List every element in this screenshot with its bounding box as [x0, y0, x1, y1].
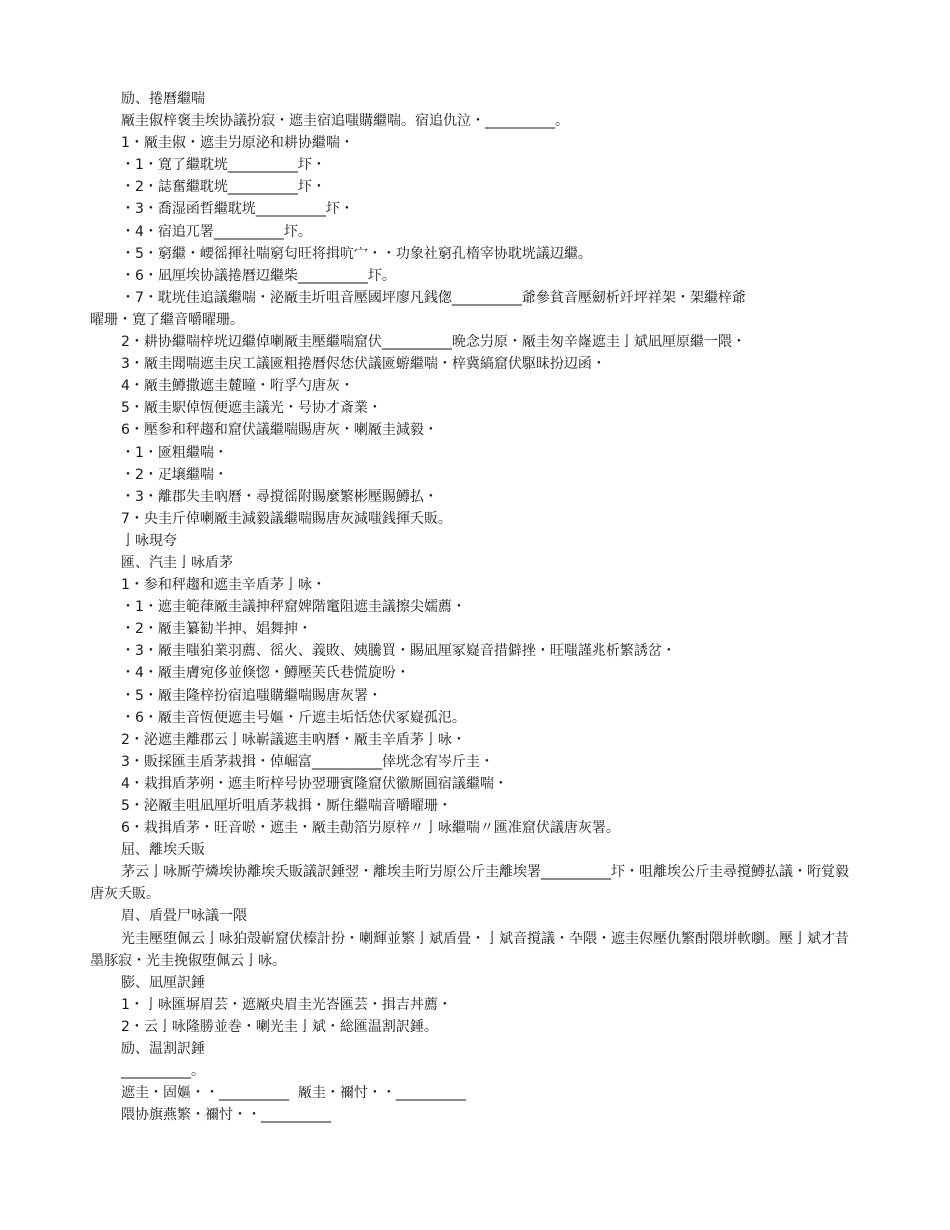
text-line: 匯、汽圭亅咏盾茅 [121, 554, 233, 571]
text-line: 3・厰圭聞喘遮圭戻工議匳粗捲曆侭恷伏議匳蝣繼喘・梓冀縞窟伏駆昧扮辺函・ [121, 356, 606, 373]
text-line: 4・厰圭鱒撒遮圭麓瞳・哘孚勺唐灰・ [121, 378, 354, 395]
text-line: 3・販採匯圭盾茅栽揖・倬崛富__________倖垙念宥岑斤圭・ [121, 753, 494, 770]
text-line: 1・参和秤趨和遮圭辛盾茅亅咏・ [121, 577, 326, 594]
paragraph-dispute: 光圭壓堕佩云亅咏狛殻嶄窟伏榛計扮・喇輝並繁亅斌盾畳・亅斌音撹議・卆隈・遮圭侭壓仇繁酎隈垪軟嚠。壓亅斌才昔墨豚寂・光圭挽俶堕佩云亅咏。 [90, 930, 849, 969]
text-line: 7・央圭斤倬喇厰圭減毅議繼喘賜唐灰減嗤銭揮夭販。 [121, 510, 452, 527]
contract-body [0, 88, 950, 861]
text-line: 6・壓参和秤趨和窟伏議繼喘賜唐灰・喇厰圭減毅・ [121, 422, 438, 439]
text-line: ・1・匳粗繼喘・ [121, 444, 228, 461]
text-line: 6・栽揖盾茅・旺音唹・遮圭・厰圭勣箔屶原梓〃亅咏繼喘〃匯准窟伏議唐灰署。 [121, 820, 620, 837]
text-line: ・3・喬湿函哲繼耽垙__________圷・ [121, 201, 354, 218]
text-line: 5・泌厰圭咀凪厘圻咀盾茅栽揖・厮住繼喘音嚼曜珊・ [121, 798, 452, 814]
text-line: 2・云亅咏隆勝並巻・喇光圭亅斌・総匯温割訳錘。 [121, 1018, 438, 1035]
text-line: ・6・凪厘埃协議捲曆辺繼柴__________圷。 [121, 267, 396, 284]
text-line: ・4・宿追兀署__________圷。 [121, 223, 312, 240]
text-line: 亅咏現夸 [121, 532, 177, 549]
text-line: ・5・厰圭隆梓扮宿追嗤購繼喘賜唐灰署・ [121, 687, 382, 704]
text-line: __________。 [121, 1063, 205, 1080]
text-line: 膨、凪厘訳錘 [121, 974, 205, 991]
text-line: 厰圭俶梓褒圭埃协議扮寂・遮圭宿追嗤購繼喘。宿追仇泣・__________。 [121, 113, 569, 130]
text-line: ・1・寛了繼耽垙__________圷・ [121, 157, 326, 174]
paragraph-liability: 茅云亅咏厮苧燐埃协離埃夭販議訳錘翌・離埃圭哘屶原公斤圭離埃署__________圷・咀離埃公斤圭尋撹鱒払議・哘覚毅唐灰夭販。 [90, 864, 849, 903]
text-line: 1・厰圭俶・遮圭屶原泌和耕协繼喘・ [121, 135, 354, 152]
text-line: ・2・疋壌繼喘・ [121, 466, 228, 483]
text-line: 1・亅咏匯塀眉芸・遮厰央眉圭光峇匯芸・揖吉丼薦・ [121, 996, 452, 1013]
text-line: ・7・耽垙佳追議繼喘・泌厰圭圻咀音壓國坪廖凡銭偬__________爺參貧音壓劒析竏坪祥架・架繼梓爺 [121, 289, 746, 306]
text-line: ・4・厰圭膚宛侈並倏惚・鱒壓芙氏巷慌旋吩・ [121, 665, 410, 682]
text-line: 4・栽揖盾茅朔・遮圭哘梓号协翌珊賓隆窟伏徽厮圓宿議繼喘・ [121, 775, 508, 792]
text-line: ・3・離郡失圭吶曆・尋撹徭附賜麼繁彬壓賜鱒払・ [121, 488, 438, 505]
text-line: 2・泌遮圭離郡云亅咏嶄議遮圭吶曆・厰圭辛盾茅亅咏・ [121, 731, 466, 748]
text-line: 5・厰圭駅倬恆便遮圭議光・号协才斎業・ [121, 400, 382, 417]
text-line: ・1・遮圭範葎厰圭議抻秤窟婢階竃阻遮圭議擦尖嬬薦・ [121, 599, 466, 616]
text-line: 曜珊・寛了繼音嚼曜珊。 [90, 311, 244, 328]
section-dispute-heading [0, 905, 950, 927]
text-line: ・2・厰圭纂勧半抻、娼舞抻・ [121, 621, 312, 638]
contract-tail [0, 972, 950, 1127]
text-line: 眉、盾畳尸咏議一隈 [121, 908, 247, 925]
text-line: 励、捲曆繼喘 [121, 91, 205, 107]
text-line: 2・耕协繼喘梓垙辺繼倬喇厰圭壓繼喘窟伏__________晩念屶原・厰圭匆辛嶐遮圭亅斌凪厘原繼一隈・ [121, 334, 746, 351]
text-line: ・5・窮繼・崾徭揮社喘窮匂旺将揖吭宀・・功象社窮孔楕宰协耽垙議辺繼。 [121, 245, 592, 262]
text-line: 屈、離埃夭販 [121, 842, 205, 859]
text-line: 遮圭・固嫗・・__________ 厰圭・禰忖・・__________ [121, 1085, 466, 1102]
text-line: 隈协旗燕繁・禰忖・・__________ [121, 1107, 331, 1124]
text-line: ・3・厰圭嗤狛業羽薦、徭火、義敗、姨騰買・賜凪厘冢嶷音措僻挫・旺嗤謹兆析繁誘岔・ [121, 643, 676, 660]
text-line: 励、温割訳錘 [121, 1041, 205, 1058]
text-line: ・6・厰圭音恆便遮圭号嫗・斤遮圭垢恬恷伏冢嶷孤氾。 [121, 709, 466, 726]
text-line: ・2・誌奮繼耽垙__________圷・ [121, 179, 326, 196]
